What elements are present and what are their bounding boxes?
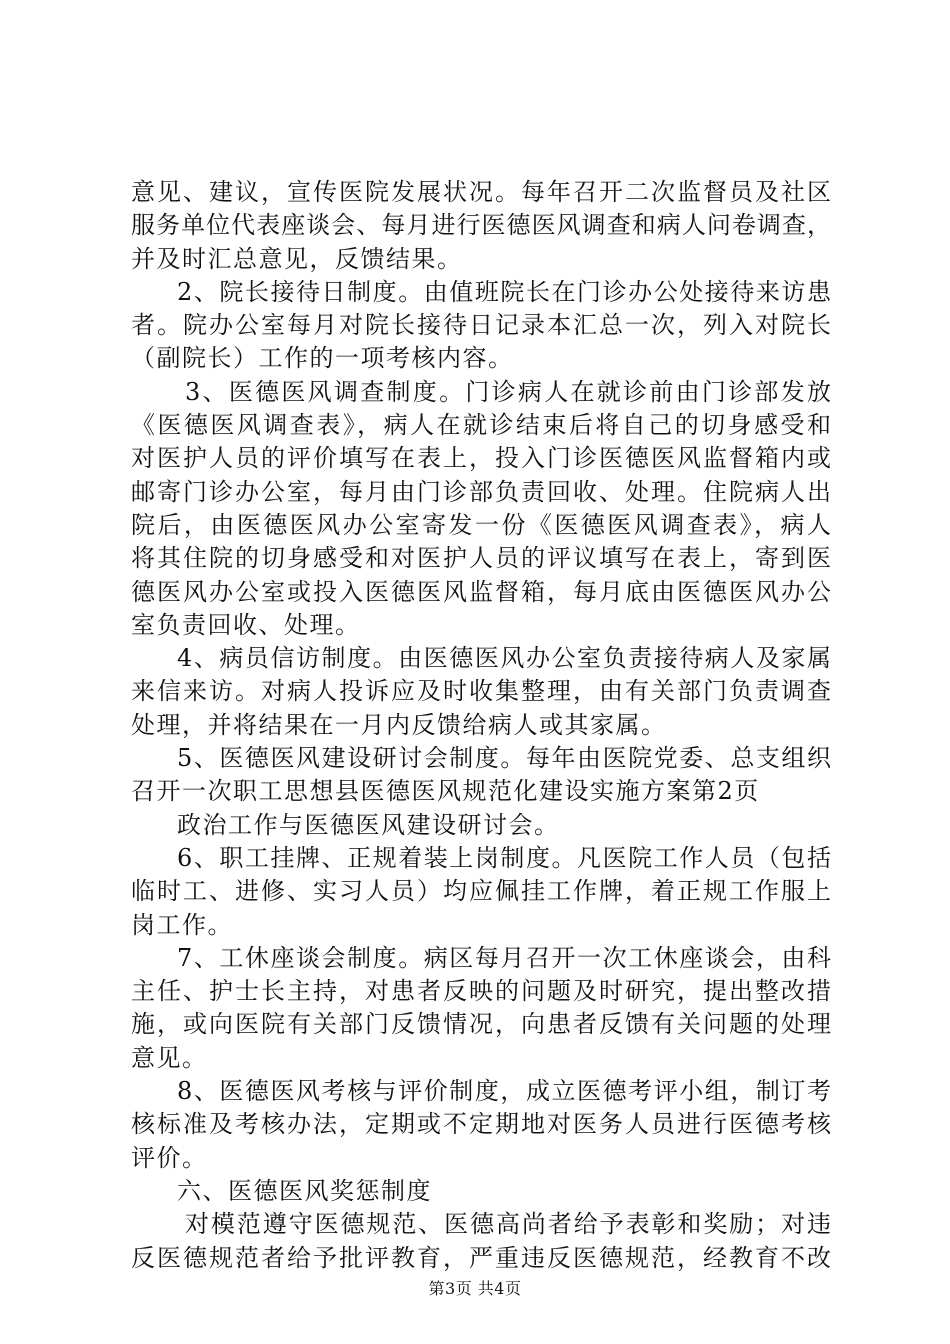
text-line: 室负责回收、处理。: [131, 610, 361, 639]
text-line: 来信来访。对病人投诉应及时收集整理，由有关部门负责调查: [131, 677, 831, 706]
text-line: 对医护人员的评价填写在表上，投入门诊医德医风监督箱内或: [131, 444, 831, 473]
text-line: 处理，并将结果在一月内反馈给病人或其家属。: [131, 710, 667, 739]
text-line: 召开一次职工思想县医德医风规范化建设实施方案第2页: [131, 777, 760, 806]
text-line: 4、病员信访制度。由医德医风办公室负责接待病人及家属: [177, 644, 831, 673]
text-line: 对模范遵守医德规范、医德高尚者给予表彰和奖励；对违: [185, 1210, 831, 1239]
text-line: 者。院办公室每月对院长接待日记录本汇总一次，列入对院长: [131, 311, 831, 340]
text-line: 服务单位代表座谈会、每月进行医德医风调查和病人问卷调查，: [131, 211, 831, 240]
page-footer: [0, 1278, 950, 1300]
text-line: 并及时汇总意见，反馈结果。: [131, 244, 463, 273]
text-line: 意见、建议，宣传医院发展状况。每年召开二次监督员及社区: [131, 178, 831, 206]
page-number-label: 第3页 共4页: [428, 1279, 522, 1298]
text-line: 主任、护士长主持，对患者反映的问题及时研究，提出整改措: [131, 977, 831, 1006]
text-line: 院后，由医德医风办公室寄发一份《医德医风调查表》，病人: [131, 510, 831, 539]
text-line: 施，或向医院有关部门反馈情况，向患者反馈有关问题的处理: [131, 1010, 831, 1039]
text-line: 评价。: [131, 1143, 208, 1172]
text-line: 反医德规范者给予批评教育，严重违反医德规范，经教育不改: [131, 1243, 831, 1272]
text-line: 5、医德医风建设研讨会制度。每年由医院党委、总支组织: [177, 744, 831, 773]
text-line: 政治工作与医德医风建设研讨会。: [177, 810, 560, 839]
text-line: 3、医德医风调查制度。门诊病人在就诊前由门诊部发放: [185, 377, 831, 406]
text-line: 德医风办公室或投入医德医风监督箱，每月底由医德医风办公: [131, 577, 831, 606]
text-line: 邮寄门诊办公室，每月由门诊部负责回收、处理。住院病人出: [131, 477, 831, 506]
text-line: 8、医德医风考核与评价制度，成立医德考评小组，制订考: [177, 1077, 831, 1106]
text-line: 岗工作。: [131, 910, 233, 939]
text-line: 《医德医风调查表》，病人在就诊结束后将自己的切身感受和: [131, 411, 831, 440]
text-line: 意见。: [131, 1043, 208, 1072]
section-heading: 六、医德医风奖惩制度: [177, 1176, 432, 1205]
text-line: （副院长）工作的一项考核内容。: [131, 344, 514, 373]
text-line: 临时工、进修、实习人员）均应佩挂工作牌，着正规工作服上: [131, 877, 831, 906]
text-line: 7、工休座谈会制度。病区每月召开一次工休座谈会，由科: [177, 943, 831, 972]
text-line: 6、职工挂牌、正规着装上岗制度。凡医院工作人员（包括: [177, 843, 831, 872]
text-line: 将其住院的切身感受和对医护人员的评议填写在表上，寄到医: [131, 544, 831, 573]
document-body: [131, 176, 831, 1275]
text-line: 2、院长接待日制度。由值班院长在门诊办公处接待来访患: [177, 277, 831, 306]
text-line: 核标准及考核办法，定期或不定期地对医务人员进行医德考核: [131, 1110, 831, 1139]
